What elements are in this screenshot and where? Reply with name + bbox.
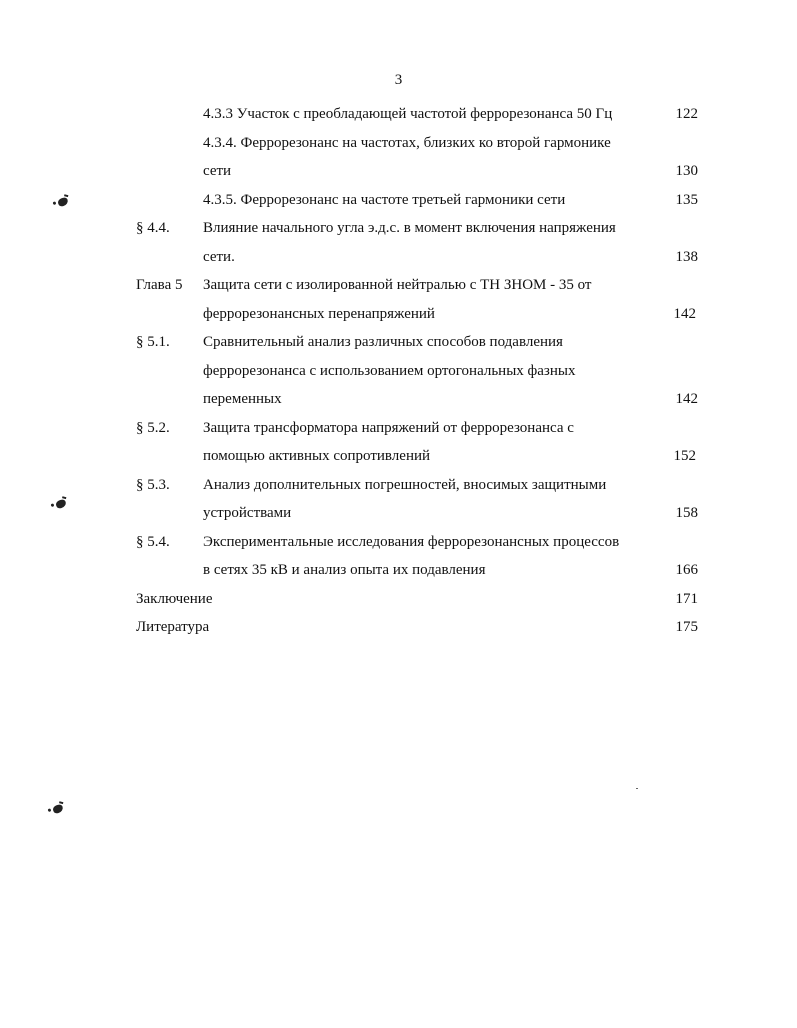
scan-artifact-mark <box>55 499 67 510</box>
toc-entry-text: феррорезонанса с использованием ортогональных фазных <box>203 363 576 379</box>
toc-entry-text: Литература <box>136 619 210 635</box>
toc-entry-text: переменных <box>203 391 282 407</box>
toc-entry-page: 166 <box>675 562 698 578</box>
toc-entry-text: Заключение <box>136 591 213 607</box>
toc-entry-label: § 5.3. <box>136 477 170 493</box>
toc-entry-page: 142 <box>673 306 696 322</box>
toc-entry-page: 171 <box>675 591 698 607</box>
page-number: 3 <box>394 72 403 88</box>
toc-entry-text: Анализ дополнительных погрешностей, вносимых защитными <box>203 477 607 493</box>
toc-entry-text: устройствами <box>203 505 292 521</box>
toc-entry-text: феррорезонансных перенапряжений <box>203 306 435 322</box>
toc-entry-text: помощью активных сопротивлений <box>203 448 431 464</box>
toc-entry-label: § 4.4. <box>136 220 170 236</box>
toc-entry-label: § 5.1. <box>136 334 170 350</box>
toc-entry-text: Влияние начального угла э.д.с. в момент включения напряжения <box>203 220 616 236</box>
toc-entry-text: в сетях 35 кВ и анализ опыта их подавления <box>203 562 486 578</box>
toc-entry-text: сети. <box>203 249 235 265</box>
toc-entry-text: Сравнительный анализ различных способов подавления <box>203 334 563 350</box>
scan-artifact-speck <box>636 788 638 789</box>
toc-entry-label: § 5.2. <box>136 420 170 436</box>
toc-entry-page: 152 <box>673 448 696 464</box>
scan-artifact-mark <box>57 197 69 208</box>
toc-entry-text: 4.3.3 Участок с преобладающей частотой феррорезонанса 50 Гц <box>203 106 613 122</box>
toc-entry-page: 138 <box>675 249 698 265</box>
toc-entry-page: 122 <box>675 106 698 122</box>
toc-entry-text: Экспериментальные исследования феррорезонансных процессов <box>203 534 620 550</box>
toc-entry-text: Защита сети с изолированной нейтралью с ТН ЗНОМ - 35 от <box>203 277 592 293</box>
toc-entry-label: § 5.4. <box>136 534 170 550</box>
toc-entry-text: сети <box>203 163 232 179</box>
toc-entry-label: Глава 5 <box>136 277 183 293</box>
toc-entry-page: 130 <box>675 163 698 179</box>
toc-entry-text: 4.3.5. Феррорезонанс на частоте третьей гармоники сети <box>203 192 566 208</box>
scan-artifact-mark <box>52 804 64 815</box>
toc-entry-page: 142 <box>675 391 698 407</box>
toc-entry-page: 175 <box>675 619 698 635</box>
toc-entry-text: Защита трансформатора напряжений от феррорезонанса с <box>203 420 574 436</box>
toc-entry-page: 158 <box>675 505 698 521</box>
toc-entry-text: 4.3.4. Феррорезонанс на частотах, близких ко второй гармонике <box>203 135 611 151</box>
toc-entry-page: 135 <box>675 192 698 208</box>
